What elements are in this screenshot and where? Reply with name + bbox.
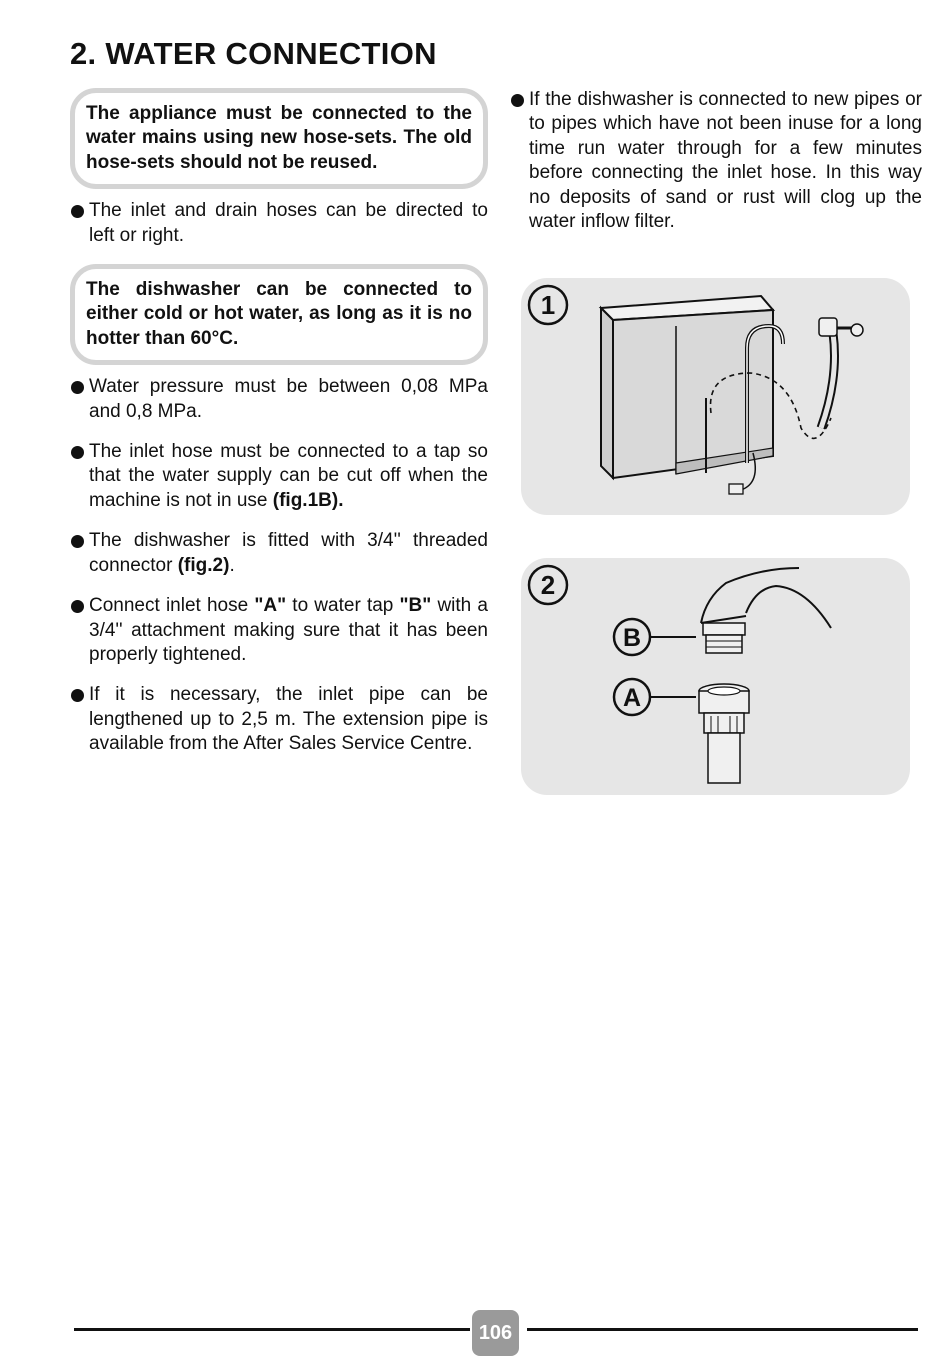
bullet-text: Water pressure must be between 0,08 MPa and 0,8 MPa. xyxy=(89,376,488,422)
bullet-dot-icon xyxy=(71,381,84,394)
bullet-dot-icon xyxy=(71,689,84,702)
bullet-connect-inlet-hose xyxy=(70,594,488,667)
bullet-text: If it is necessary, the inlet pipe can be lengthened up to 2,5 m. The extension pipe is available from the After Sales Service Centre. xyxy=(89,684,488,755)
label-a-ref: "A" xyxy=(254,595,287,617)
figure-1 xyxy=(521,278,910,515)
dishwasher-with-tap-icon xyxy=(521,278,910,515)
bullet-text: The inlet hose must be connected to a tap so that the water supply can be cut off when the machine is not in use xyxy=(89,441,488,511)
bullet-dot-icon xyxy=(71,446,84,459)
note-box-water-temperature: The dishwasher can be connected to either cold or hot water, as long as it is no hotter than 60°C. xyxy=(70,264,488,365)
label-b-ref: "B" xyxy=(399,595,432,617)
fig-reference: (fig.2) xyxy=(177,554,230,576)
page-number-badge: 106 xyxy=(472,1310,519,1356)
bullet-text: Connect inlet hose xyxy=(89,595,255,617)
bullet-hose-direction xyxy=(70,199,488,248)
figure-number: 2 xyxy=(540,570,556,600)
bullet-text: with a 3/4'' attachment making sure that it has been properly tightened. xyxy=(89,595,488,665)
bullet-text: The dishwasher is fitted with 3/4'' threaded connector xyxy=(89,530,488,576)
bullet-dot-icon xyxy=(71,205,84,218)
note-box-hose-sets: The appliance must be connected to the water mains using new hose-sets. The old hose-sets should not be reused. xyxy=(70,88,488,189)
tap-and-hose-connector-icon xyxy=(521,558,910,795)
bullet-text: If the dishwasher is connected to new pipes or to pipes which have not been inuse for a long time run water through for a few minutes before connecting the inlet hose. In this way no deposits of sand or rust will clog up the water inflow filter. xyxy=(529,89,922,233)
bullet-text: to water tap xyxy=(286,595,400,617)
left-column xyxy=(70,88,488,773)
bullet-threaded-connector xyxy=(70,529,488,578)
bullet-text: The inlet and drain hoses can be directed to left or right. xyxy=(89,200,488,246)
bullet-text-end: . xyxy=(229,554,235,576)
footer-rule-left xyxy=(74,1328,470,1331)
right-column xyxy=(510,88,922,234)
bullet-flush-new-pipes xyxy=(510,88,922,234)
bullet-extension-pipe xyxy=(70,683,488,756)
fig-reference: (fig.1B). xyxy=(272,489,344,511)
label-b: B xyxy=(622,624,642,652)
label-a: A xyxy=(622,684,642,712)
figure-number: 1 xyxy=(540,290,556,320)
footer-rule-right xyxy=(527,1328,918,1331)
bullet-water-pressure xyxy=(70,375,488,424)
bullet-dot-icon xyxy=(71,535,84,548)
page-title: 2. WATER CONNECTION xyxy=(70,36,437,71)
bullet-inlet-hose-tap xyxy=(70,440,488,513)
figure-2 xyxy=(521,558,910,795)
bullet-dot-icon xyxy=(511,94,524,107)
bullet-dot-icon xyxy=(71,600,84,613)
